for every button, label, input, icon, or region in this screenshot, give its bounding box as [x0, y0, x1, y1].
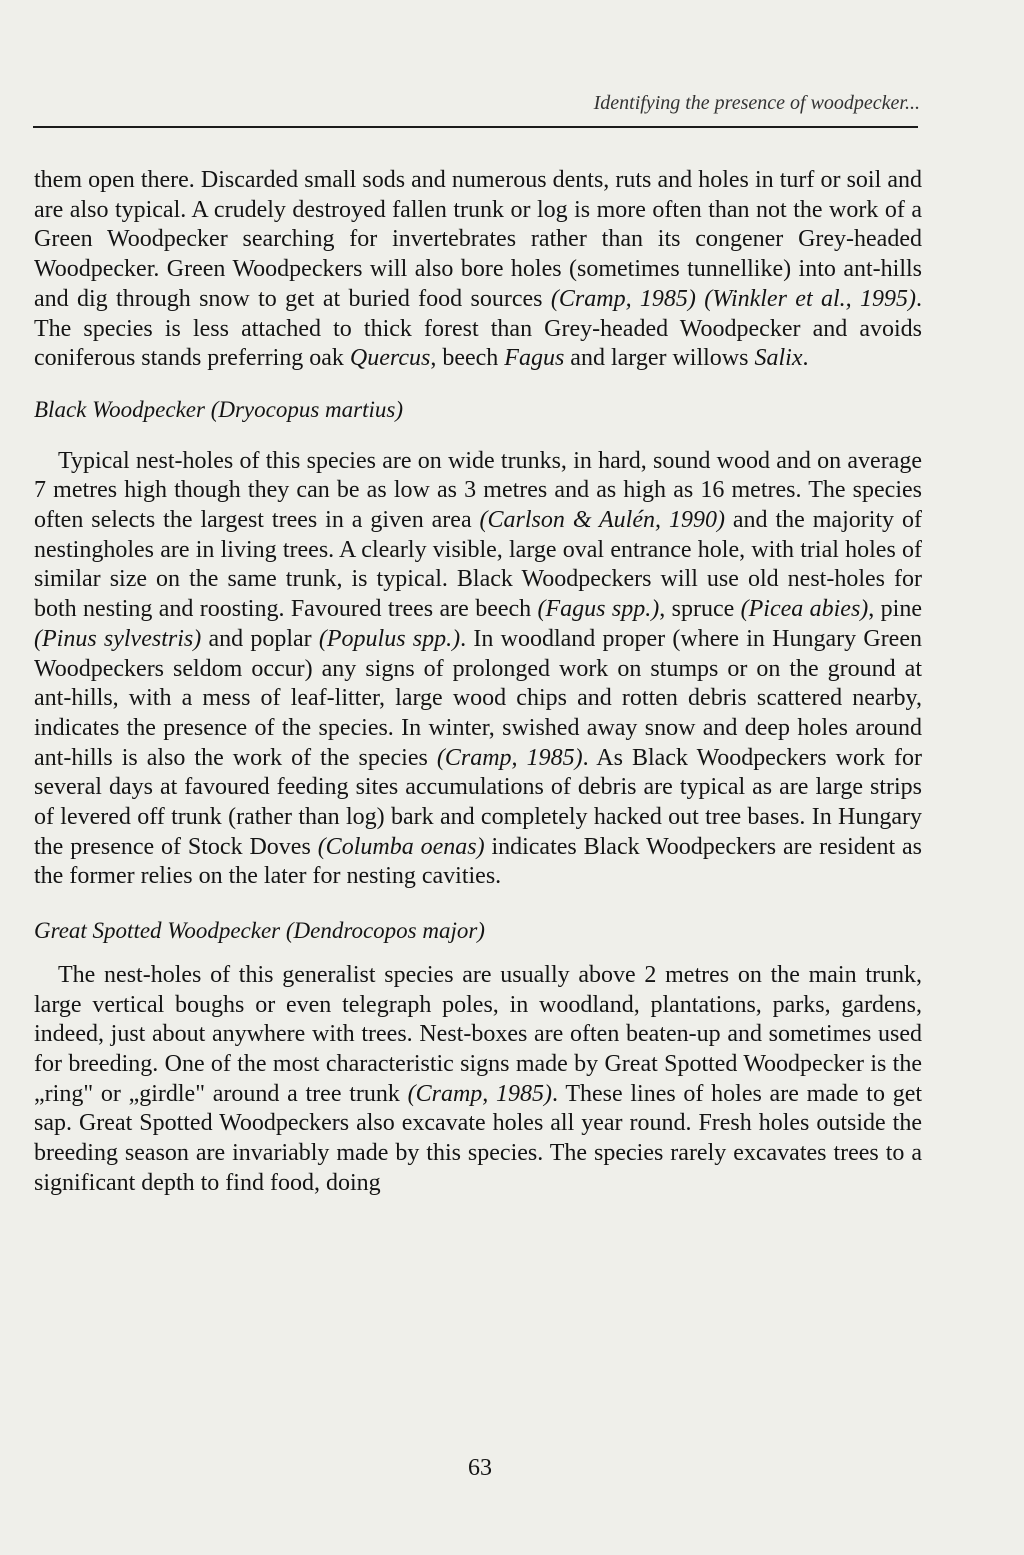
species-name: Salix	[754, 345, 803, 372]
species-name: (Columba oenas)	[317, 833, 485, 860]
body-text: . The species is less attached to thick forest than Grey-headed Woodpecker and avoids coniferous stands preferring oak	[34, 285, 922, 372]
citation: (Cramp, 1985)	[436, 744, 583, 771]
species-name: (Populus spp.)	[318, 625, 461, 652]
body-text: , beech	[430, 345, 505, 372]
species-name: (Fagus spp.)	[537, 596, 660, 623]
citation: (Cramp, 1985)	[407, 1080, 553, 1107]
body-text: . In woodland proper (where in Hungary Green Woodpeckers seldom occur) any signs of prolonged work on stumps or on the ground at ant-hills, with a mess of leaf-litter, large wood chips and rotten debris scattered nearby, indicates the presence of the species. In winter, swished away snow and deep holes around ant-hills is also the work of the species	[34, 625, 922, 771]
body-text: and poplar	[201, 625, 319, 652]
running-head: Identifying the presence of woodpecker...	[593, 92, 920, 114]
citation: (Carlson & Aulén, 1990)	[479, 507, 725, 534]
body-text: and the majority of nestingholes are in living trees. A clearly visible, large oval entrance hole, with trial holes of similar size on the same trunk, is typical. Black Woodpeckers will use old nest-holes for both nesting and roosting. Favoured trees are beech	[34, 507, 922, 623]
body-text: them open there. Discarded small sods and numerous dents, ruts and holes in turf or soil and are also typical. A crudely destroyed fallen trunk or log is more often than not the work of a Green Woodpecker searching for invertebrates rather than its congener Grey-headed Woodpecker. Green Woodpeckers will also bore holes (sometimes tunnellike) into ant-hills and dig through snow to get at buried food sources	[34, 167, 922, 312]
paragraph-black-woodpecker	[34, 447, 922, 893]
species-name: (Pinus sylvestris)	[34, 625, 202, 652]
page-number: 63	[468, 1455, 492, 1481]
body-text: . As Black Woodpeckers work for several days at favoured feeding sites accumulations of debris are typical as are large strips of levered off trunk (rather than log) bark and completely hacked out tree bases. In Hungary the presence of Stock Doves	[34, 744, 922, 860]
body-text: , pine	[868, 596, 922, 623]
paragraph-great-spotted-woodpecker	[34, 961, 922, 1199]
page-body	[34, 166, 922, 1199]
species-name: Fagus	[504, 345, 565, 372]
paragraph-green-woodpecker	[34, 166, 922, 374]
section-heading-great-spotted-woodpecker: Great Spotted Woodpecker (Dendrocopos major)	[34, 918, 485, 944]
citation: (Cramp, 1985) (Winkler et al., 1995)	[550, 285, 916, 312]
body-text: The nest-holes of this generalist species are usually above 2 metres on the main trunk, large vertical boughs or even telegraph poles, in woodland, plantations, parks, gardens, indeed, just about anywhere with trees. Nest-boxes are often beaten-up and sometimes used for breeding. One of the most characteristic signs made by Great Spotted Woodpecker is the „ring" or „girdle" around a tree trunk	[34, 961, 922, 1107]
body-text: . These lines of holes are made to get sap. Great Spotted Woodpeckers also excavate holes all year round. Fresh holes outside the breeding season are invariably made by this species. The species rarely excavates trees to a significant depth to find food, doing	[34, 1080, 923, 1196]
species-name: Quercus	[349, 345, 431, 372]
body-text: .	[802, 345, 809, 372]
body-text: Typical nest-holes of this species are on wide trunks, in hard, sound wood and on average 7 metres high though they can be as low as 3 metres and as high as 16 metres. The species often selects the largest trees in a given area	[34, 447, 922, 534]
species-name: (Picea abies)	[740, 596, 869, 623]
body-text: indicates Black Woodpeckers are resident as the former relies on the later for nesting cavities.	[34, 833, 923, 890]
section-heading-black-woodpecker: Black Woodpecker (Dryocopus martius)	[34, 396, 403, 422]
header-rule	[33, 126, 918, 128]
body-text: and larger willows	[564, 345, 755, 372]
body-text: , spruce	[659, 596, 741, 623]
